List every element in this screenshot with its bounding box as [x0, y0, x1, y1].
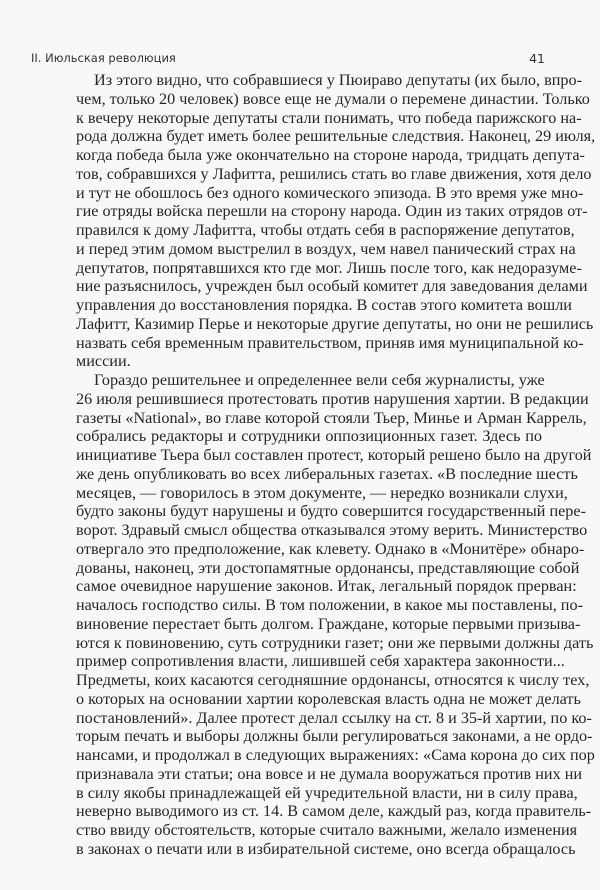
text-line: рода должна будет иметь более решительные следствия. Наконец, 29 июля, — [76, 127, 596, 146]
text-line: ние разъяснилось, учрежден был особый комитет для заведования делами — [76, 277, 588, 296]
text-line: торым печать и выборы должны были регулироваться законами, а не ордо- — [76, 727, 593, 746]
text-line: Из этого видно, что собравшиеся у Пюираво депутаты (их было, впро- — [94, 71, 582, 89]
text-line: управления до восстановления порядка. В состав этого комитета вошли — [76, 296, 572, 314]
text-line: самое очевидное нарушение законов. Итак, легальный порядок прерван: — [76, 577, 577, 596]
chapter-title: II. Июльская революция — [31, 51, 176, 65]
text-line: правился к дому Лафитта, чтобы отдать себя в распоряжение депутатов, — [76, 221, 575, 239]
text-line: гие отряды войска перешли на сторону народа. Один из таких отрядов от- — [76, 202, 588, 221]
text-line: ворот. Здравый смысл общества отказывался этому верить. Министерство — [76, 521, 588, 539]
text-line: постановлений». Далее протест делал ссылку на ст. 8 и 35-й хартии, по ко- — [76, 708, 592, 727]
page-number: 41 — [529, 51, 545, 66]
text-line: неверно выводимого из ст. 14. В самом деле, каждый раз, когда правитель- — [76, 802, 592, 821]
text-line: дованы, наконец, эти достопамятные ордонансы, представляющие собой — [76, 558, 580, 577]
text-line: месяцев, — говорилось в этом документе, — нередко возникали слухи, — [76, 483, 568, 502]
text-line: о которых на основании хартии королевская власть одна не может делать — [76, 689, 581, 708]
text-line: и перед этим домом выстрелил в воздух, чем навел панический страх на — [76, 239, 576, 258]
text-line: виновение перестает быть долгом. Граждане, которые первыми призыва- — [76, 614, 581, 633]
text-line: депутатов, попрятавшихся кто где мог. Лишь после того, как недоразуме- — [76, 258, 582, 277]
text-line: назвать себя временным правительством, приняв имя муниципальной ко- — [76, 333, 584, 352]
text-line: ются к повиновению, суть сотрудники газет; они же первыми должны дать — [76, 633, 594, 652]
text-line: к вечеру некоторые депутаты стали понимать, что победа парижского на- — [76, 108, 582, 127]
text-line: Предметы, коих касаются сегодняшние ордонансы, относятся к числу тех, — [76, 671, 590, 689]
text-line: признавала эти статьи; она вовсе и не думала вооружаться против них ни — [76, 764, 583, 783]
text-line: началось господство силы. В том положении, в какое мы поставлены, по- — [76, 596, 583, 614]
text-line: нансами, и продолжал в следующих выражениях: «Сама корона до сих пор — [76, 746, 595, 764]
text-line: когда победа была уже окончательно на стороне народа, тридцать депута- — [76, 146, 585, 164]
text-line: Гораздо решительнее и определеннее вели себя журналисты, уже — [94, 371, 545, 389]
body-text — [76, 71, 596, 859]
text-line: инициативе Тьера был составлен протест, который решено было на другой — [76, 446, 592, 464]
text-line: же день опубликовать во всех либеральных газетах. «В последние шесть — [76, 464, 578, 483]
text-line: газеты «National», во главе которой стояли Тьер, Минье и Арман Каррель, — [76, 408, 587, 427]
text-line: в законах о печати или в избирательной системе, оно всегда обращалось — [76, 839, 576, 858]
running-header — [31, 51, 545, 69]
text-line: собрались редакторы и сотрудники оппозиционных газет. Здесь по — [76, 427, 542, 446]
text-line: в силу якобы принадлежащей ей учредительной власти, ни в силу права, — [76, 783, 578, 802]
text-line: чем, только 20 человек) вовсе еще не думали о перемене династии. Только — [76, 89, 590, 108]
text-line: и тут не обошлось без одного комического эпизода. В это время уже мно- — [76, 183, 584, 202]
text-line: пример сопротивления власти, лишившей себя характера законности... — [76, 652, 565, 671]
text-line: отвергало это предположение, как клевету. Однако в «Монитёре» обнаро- — [76, 539, 585, 558]
text-line: тов, собравшихся у Лафитта, решились стать во главе движения, хотя дело — [76, 164, 592, 183]
text-line: ство ввиду обстоятельств, которые считало важными, желало изменения — [76, 821, 578, 839]
text-line: Лафитт, Казимир Перье и некоторые другие депутаты, но они не решились — [76, 314, 594, 333]
text-line: миссии. — [76, 352, 131, 371]
text-line: 26 июля решившиеся протестовать против нарушения хартии. В редакции — [76, 389, 589, 408]
text-line: будто законы будут нарушены и будто совершится государственный пере- — [76, 502, 586, 521]
